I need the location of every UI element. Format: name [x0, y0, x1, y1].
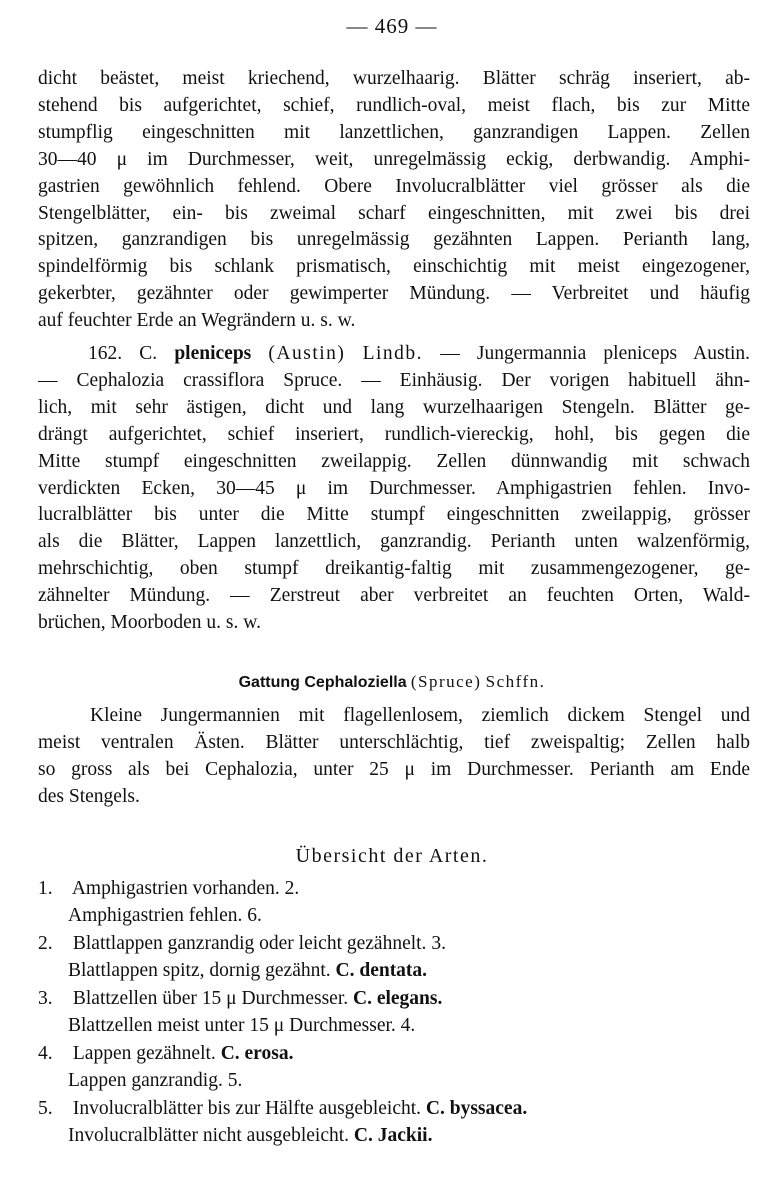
text-line: stehend bis aufgerichtet, schief, rundlich-oval, meist flach, bis zur Mitte	[38, 94, 750, 116]
key-species: C. erosa.	[220, 1043, 294, 1064]
text-line: drängt aufgerichtet, schief inseriert, rundlich-viereckig, hohl, bis gegen die	[38, 423, 750, 445]
genus-heading-title: Gattung Cephaloziella	[238, 674, 407, 691]
text-line: 30—40 μ im Durchmesser, weit, unregelmässig eckig, derbwandig. Amphi-	[38, 148, 750, 170]
key-text: Amphigastrien vorhanden.	[71, 878, 280, 899]
species-name: pleniceps	[174, 343, 252, 364]
key-ref: 2.	[284, 878, 300, 899]
key-row	[38, 1098, 527, 1120]
key-number: 4.	[38, 1043, 53, 1064]
paragraph-continuation	[38, 66, 750, 335]
key-species: C. byssacea.	[425, 1098, 528, 1119]
text-line: des Stengels.	[38, 785, 140, 807]
text-line: gekerbter, gezähnter oder gewimperter Mündung. — Verbreitet und häufig	[38, 283, 750, 305]
key-text: Lappen ganzrandig.	[68, 1070, 223, 1091]
key-row	[38, 933, 446, 955]
text-line: meist ventralen Ästen. Blätter unterschlächtig, tief zweispaltig; Zellen halb	[38, 731, 750, 753]
text-line: gastrien gewöhnlich fehlend. Obere Involucralblätter viel grösser als die	[38, 175, 750, 197]
key-row	[38, 878, 299, 900]
species-author: (Austin)	[268, 343, 346, 364]
key-ref: 4.	[400, 1015, 416, 1036]
key-number: 2.	[38, 933, 53, 954]
key-text: Blattzellen meist unter 15 μ Durchmesser.	[68, 1015, 396, 1036]
key-row	[38, 1125, 432, 1147]
key-row	[38, 1015, 415, 1037]
key-text: Blattzellen über 15 μ Durchmesser.	[72, 988, 349, 1009]
species-genus-abbrev: C.	[139, 343, 158, 364]
key-row	[38, 1043, 293, 1065]
genus-description	[38, 703, 750, 811]
key-text: Involucralblätter nicht ausgebleicht.	[68, 1125, 350, 1146]
species-number: 162.	[88, 343, 123, 364]
key-species: C. elegans.	[353, 988, 443, 1009]
page-number: — 469 —	[346, 14, 438, 38]
key-species: C. dentata.	[335, 960, 428, 981]
key-text: Amphigastrien fehlen.	[68, 905, 243, 926]
text-line: so gross als bei Cephalozia, unter 25 μ im Durchmesser. Perianth am Ende	[38, 758, 750, 780]
text-line: auf feuchter Erde an Wegrändern u. s. w.	[38, 310, 356, 332]
key-number: 3.	[38, 988, 53, 1009]
text-line: Stengelblätter, ein- bis zweimal scharf eingeschnitten, mit zwei bis drei	[38, 202, 750, 224]
text-line: — Cephalozia crassiflora Spruce. — Einhäusig. Der vorigen habituell ähn-	[38, 369, 750, 391]
key-text: Lappen gezähnelt.	[72, 1043, 216, 1064]
genus-heading-author: (Spruce)	[410, 672, 482, 691]
genus-heading	[0, 672, 784, 692]
text-line: verdickten Ecken, 30—45 μ im Durchmesser. Amphigastrien fehlen. Invo-	[38, 477, 750, 499]
key-number: 1.	[38, 878, 53, 899]
text-line: lucralblätter bis unter die Mitte stumpf eingeschnitten zweilappig, grösser	[38, 504, 750, 526]
key-ref: 6.	[247, 905, 262, 926]
text-line: spitzen, ganzrandigen bis unregelmässig gezähnten Lappen. Perianth lang,	[38, 229, 750, 251]
key-row	[38, 960, 427, 982]
key-text: Involucralblätter bis zur Hälfte ausgebleicht.	[72, 1098, 422, 1119]
species-162-heading-line	[38, 341, 750, 368]
key-number: 5.	[38, 1098, 53, 1119]
text-line: Mitte stumpf eingeschnitten zweilappig. Zellen dünnwandig mit schwach	[38, 450, 750, 472]
species-author-2: Lindb.	[362, 343, 424, 364]
overview-title: Übersicht der Arten.	[295, 845, 489, 867]
species-synonym: — Jungermannia pleniceps Austin.	[440, 343, 750, 364]
text-line: stumpflig eingeschnitten mit lanzettlichen, ganzrandigen Lappen. Zellen	[38, 121, 750, 143]
text-line: als die Blätter, Lappen lanzettlich, ganzrandig. Perianth unten walzenförmig,	[38, 531, 750, 553]
text-line: dicht beästet, meist kriechend, wurzelhaarig. Blätter schräg inseriert, ab-	[38, 68, 750, 89]
key-text: Blattlappen spitz, dornig gezähnt.	[68, 960, 331, 981]
text-line: brüchen, Moorboden u. s. w.	[38, 612, 261, 634]
key-ref: 3.	[431, 933, 446, 954]
text-line: zähnelter Mündung. — Zerstreut aber verbreitet an feuchten Orten, Wald-	[38, 585, 750, 607]
key-text: Blattlappen ganzrandig oder leicht gezähnelt.	[72, 933, 427, 954]
genus-heading-author-2: Schffn.	[485, 672, 546, 691]
key-species: C. Jackii.	[353, 1125, 433, 1146]
text-line: Kleine Jungermannien mit flagellenlosem, ziemlich dickem Stengel und	[90, 705, 750, 726]
species-162-entry	[38, 341, 750, 637]
key-row	[38, 988, 442, 1010]
text-line: mehrschichtig, oben stumpf dreikantig-faltig mit zusammengezogener, ge-	[38, 558, 750, 580]
text-line: spindelförmig bis schlank prismatisch, einschichtig mit meist eingezogener,	[38, 256, 750, 278]
key-row	[38, 1070, 242, 1092]
key-ref: 5.	[227, 1070, 243, 1091]
text-line: lich, mit sehr ästigen, dicht und lang wurzelhaarigen Stengeln. Blätter ge-	[38, 396, 750, 418]
key-row	[38, 905, 262, 927]
